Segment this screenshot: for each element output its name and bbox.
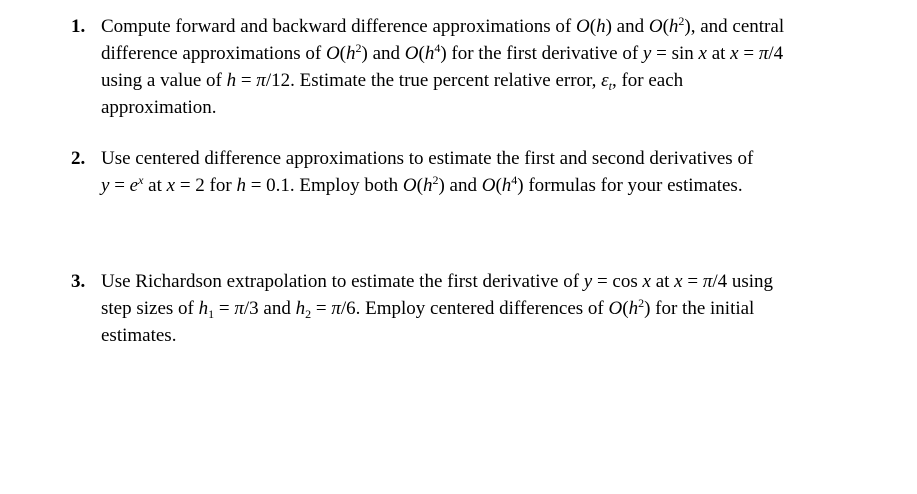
problem-number: 3. xyxy=(71,271,86,292)
problem-2-line-2: $y = e^x$ at x = 2 for h = 0.1. Employ both $O(h^2)$ and $O(h^4)$ formulas for your estimates. xyxy=(101,173,743,196)
problem-3-line-3: estimates. xyxy=(101,325,177,346)
problem-2-line-1 xyxy=(71,145,901,172)
problem-3-line-2: step sizes of $h_1 = \pi/3$ and $h_2 = \pi/6$. Employ centered differences of $O(h^2)$ for the initial xyxy=(101,296,755,321)
problem-number: 2. xyxy=(71,148,86,169)
problem-number: 1. xyxy=(71,16,86,37)
problem-2-line-1-text: Use centered difference approximations to estimate the first and second derivatives of xyxy=(101,148,754,169)
problem-3-line-1: 3. Use Richardson extrapolation to estimate the first derivative of y = cos x at x = π/4 using xyxy=(71,268,901,295)
problem-1 xyxy=(71,13,901,121)
problem-1-line-2: difference approximations of $O(h^2)$ and $O(h^4)$ for the first derivative of y = sin x at x = π/4 xyxy=(101,41,784,64)
problem-1-line-3: using a value of h = π/12. Estimate the true percent relative error, $\varepsilon_t$, for each xyxy=(101,70,684,93)
problem-3 xyxy=(71,268,901,349)
problem-1-line-4: approximation. xyxy=(101,97,217,118)
problem-2 xyxy=(71,145,901,199)
problem-1-line-1: 1. Compute forward and backward difference approximations of O(h) and $O(h^2)$, and central xyxy=(71,13,901,40)
